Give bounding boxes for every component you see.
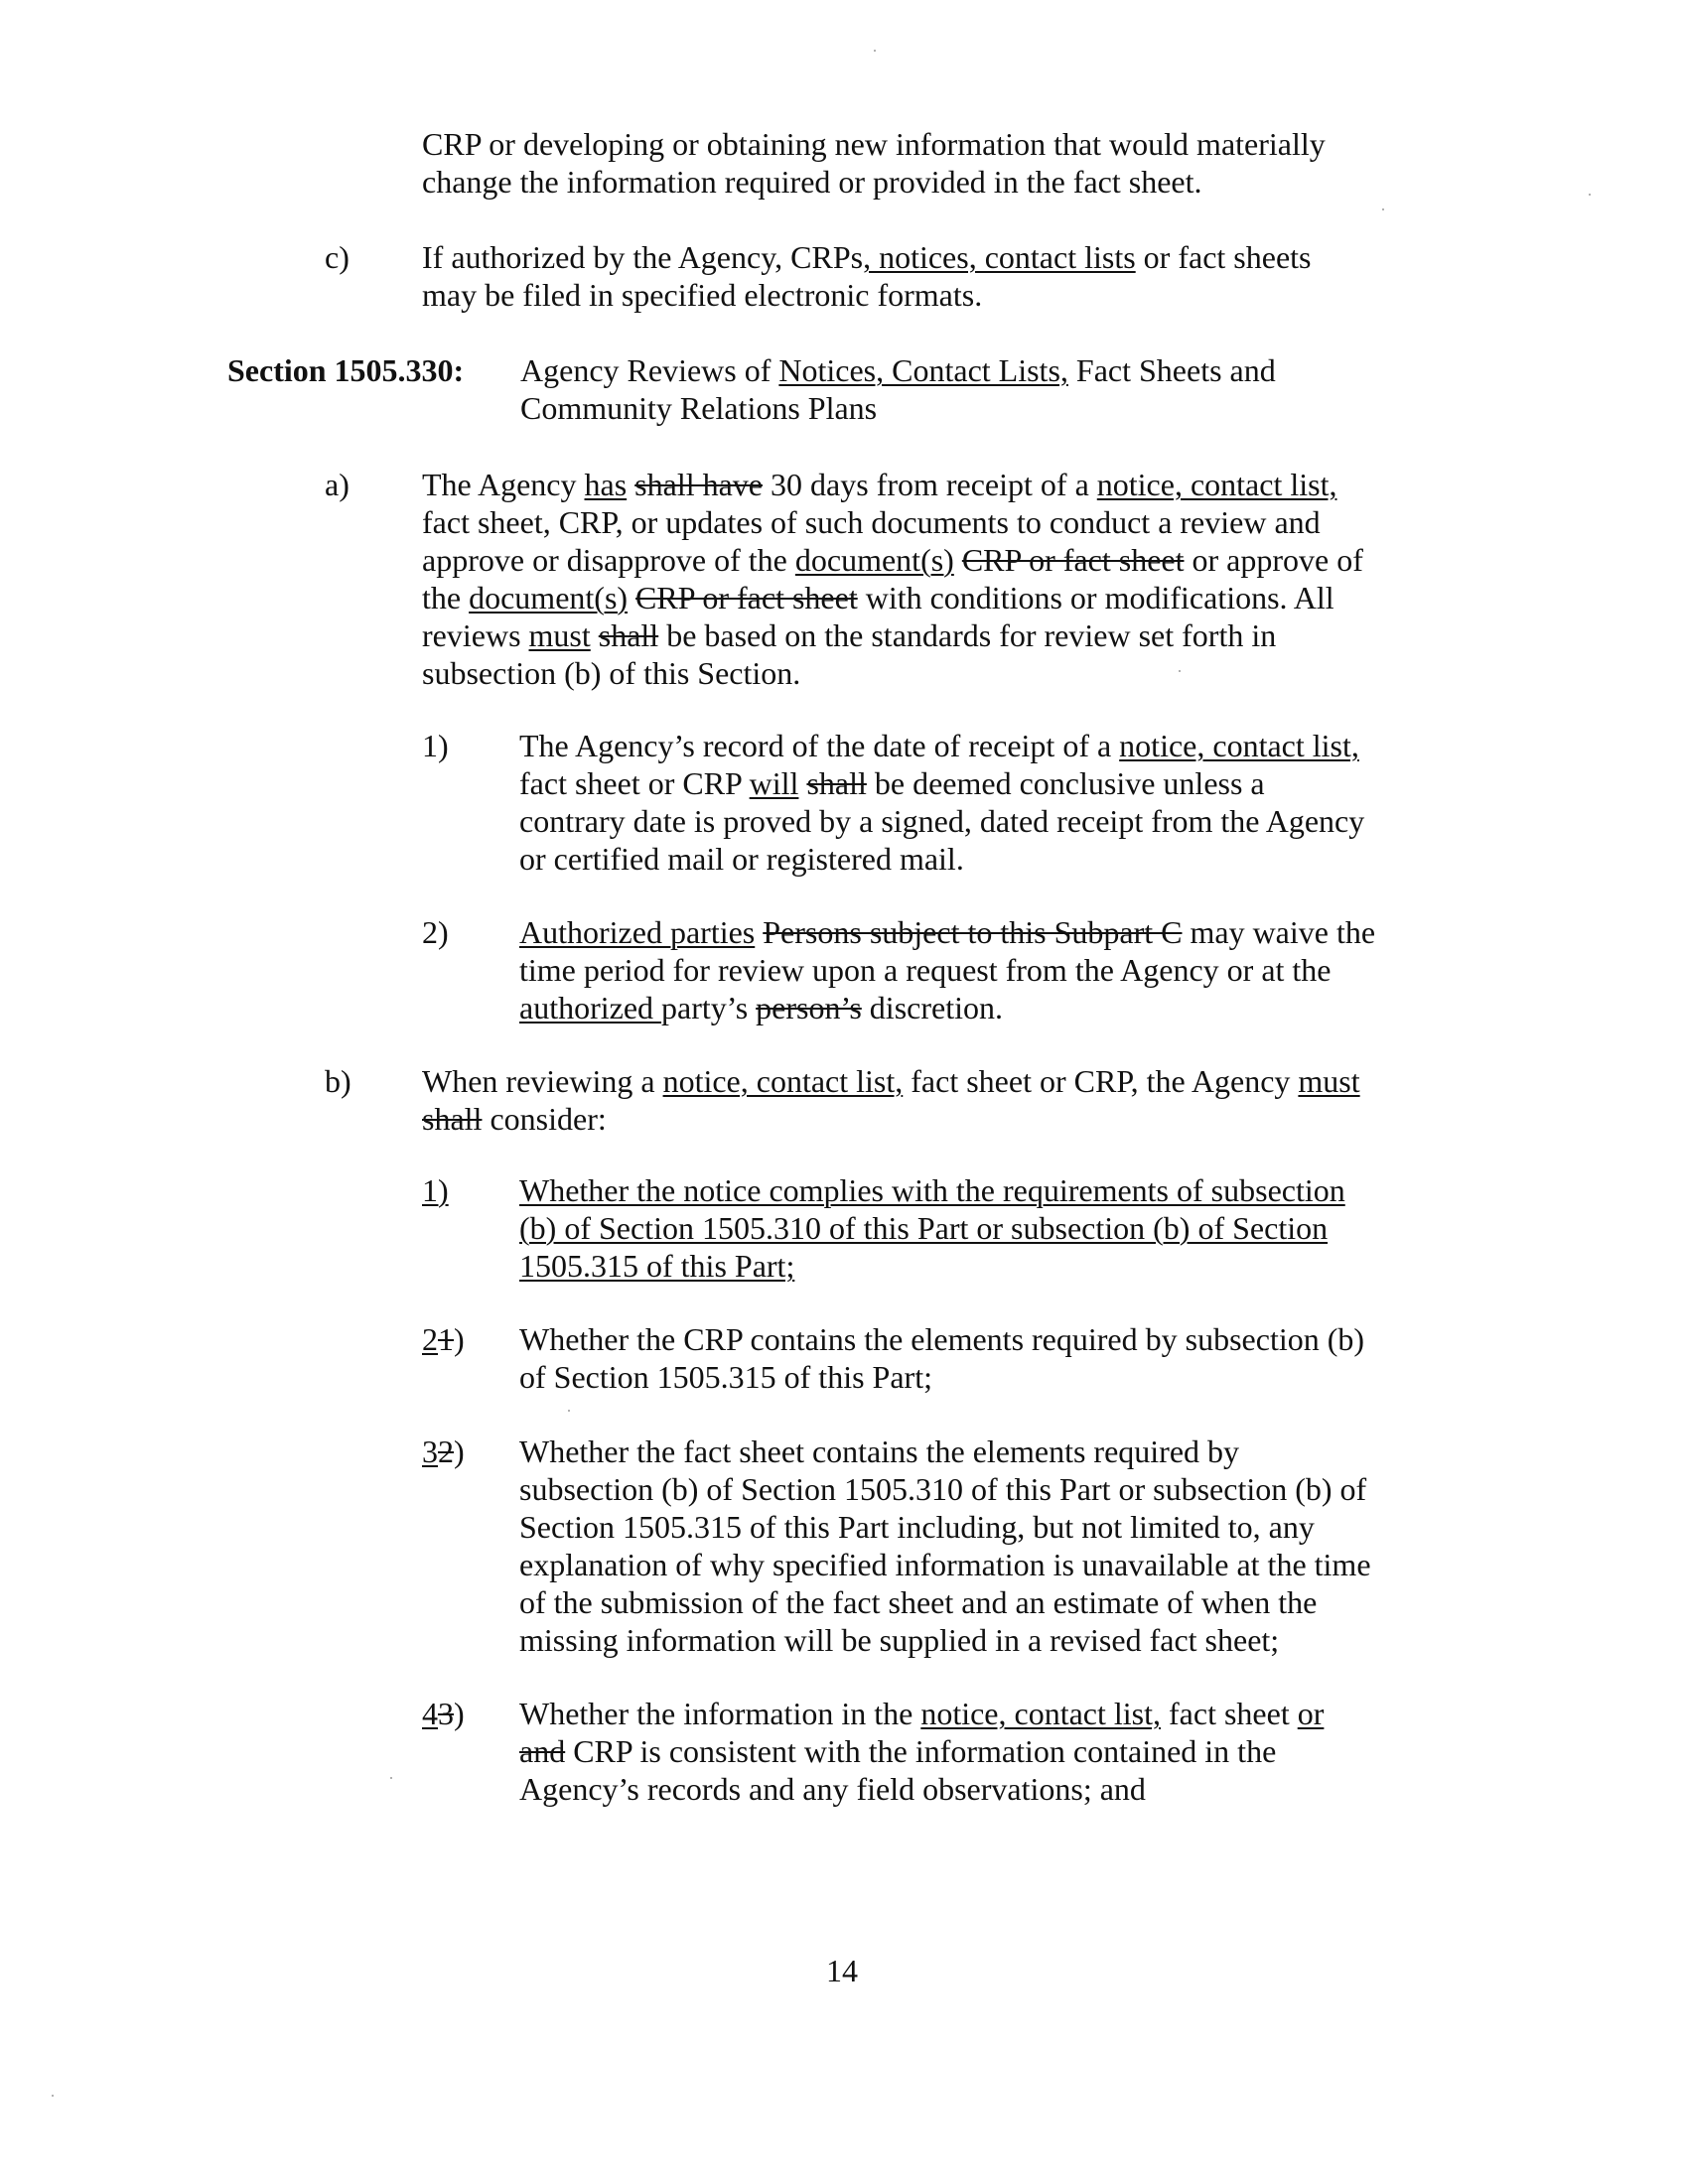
scan-speck bbox=[390, 1777, 392, 1779]
item-text bbox=[519, 1171, 1612, 1285]
section-number: Section 1505.330: bbox=[227, 352, 465, 388]
text-line: Whether the CRP contains the elements required by subsection (b) bbox=[519, 1321, 1365, 1357]
item-text bbox=[422, 238, 1514, 314]
text-line: may be filed in specified electronic formats. bbox=[422, 277, 983, 313]
scan-speck bbox=[1589, 194, 1591, 196]
item-text bbox=[519, 1320, 1612, 1396]
text-line: Community Relations Plans bbox=[520, 390, 878, 426]
text-line: The Agency has shall have 30 days from receipt of a notice, contact list, bbox=[422, 467, 1337, 502]
item-text bbox=[519, 1695, 1612, 1808]
item-text bbox=[519, 727, 1612, 878]
scan-speck bbox=[52, 2095, 54, 2097]
text-line: Agency’s records and any field observations; and bbox=[519, 1771, 1146, 1807]
item-label: b) bbox=[325, 1063, 351, 1099]
text-line: The Agency’s record of the date of receipt of a notice, contact list, bbox=[519, 728, 1359, 763]
scan-speck bbox=[568, 1410, 570, 1412]
text-line: Whether the information in the notice, contact list, fact sheet or bbox=[519, 1696, 1325, 1731]
text-line: Whether the fact sheet contains the elements required by bbox=[519, 1433, 1240, 1469]
text-line: Authorized parties Persons subject to this Subpart C may waive the bbox=[519, 914, 1376, 950]
text-line: Whether the notice complies with the requirements of subsection bbox=[519, 1172, 1345, 1208]
text-line: shall consider: bbox=[422, 1101, 607, 1137]
text-line: of the submission of the fact sheet and an estimate of when the bbox=[519, 1584, 1318, 1620]
text-line: fact sheet, CRP, or updates of such documents to conduct a review and bbox=[422, 504, 1321, 540]
text-line: and CRP is consistent with the information contained in the bbox=[519, 1733, 1277, 1769]
text-line: When reviewing a notice, contact list, fact sheet or CRP, the Agency must bbox=[422, 1063, 1360, 1099]
item-label: 1) bbox=[422, 1172, 449, 1208]
text-line: fact sheet or CRP will shall be deemed conclusive unless a bbox=[519, 765, 1265, 801]
item-label: a) bbox=[325, 467, 350, 502]
text-line: authorized party’s person’s discretion. bbox=[519, 990, 1003, 1025]
text-line: missing information will be supplied in a revised fact sheet; bbox=[519, 1622, 1280, 1658]
text-line: 1505.315 of this Part; bbox=[519, 1248, 795, 1284]
page-number: 14 bbox=[826, 1953, 858, 1988]
text-line: (b) of Section 1505.310 of this Part or subsection (b) of Section bbox=[519, 1210, 1329, 1246]
intro-line: CRP or developing or obtaining new information that would materially bbox=[422, 126, 1326, 162]
scan-speck bbox=[1382, 208, 1384, 210]
text-line: or certified mail or registered mail. bbox=[519, 841, 964, 877]
text-line: Section 1505.315 of this Part including, but not limited to, any bbox=[519, 1509, 1315, 1545]
item-text bbox=[519, 1433, 1612, 1659]
text-line: approve or disapprove of the document(s) CRP or fact sheet or approve of bbox=[422, 542, 1363, 578]
item-label: 21) bbox=[422, 1321, 465, 1357]
item-text bbox=[422, 1062, 1564, 1138]
text-line: contrary date is proved by a signed, dated receipt from the Agency bbox=[519, 803, 1365, 839]
text-line: subsection (b) of Section 1505.310 of this Part or subsection (b) of bbox=[519, 1471, 1367, 1507]
item-label: 32) bbox=[422, 1433, 465, 1469]
item-label: c) bbox=[325, 239, 350, 275]
item-label: 1) bbox=[422, 728, 449, 763]
text-line: the document(s) CRP or fact sheet with conditions or modifications. All bbox=[422, 580, 1334, 615]
text-line: Agency Reviews of Notices, Contact Lists, Fact Sheets and bbox=[520, 352, 1276, 388]
text-line: If authorized by the Agency, CRPs, notices, contact lists or fact sheets bbox=[422, 239, 1312, 275]
text-line: explanation of why specified information is unavailable at the time bbox=[519, 1547, 1371, 1582]
text-line: reviews must shall be based on the standards for review set forth in bbox=[422, 617, 1277, 653]
scan-speck bbox=[1179, 670, 1181, 672]
section-title bbox=[520, 351, 1513, 427]
text-line: of Section 1505.315 of this Part; bbox=[519, 1359, 932, 1395]
item-text bbox=[519, 913, 1612, 1026]
intro-line: change the information required or provided in the fact sheet. bbox=[422, 164, 1202, 200]
scan-speck bbox=[874, 50, 876, 52]
item-label: 43) bbox=[422, 1696, 465, 1731]
text-line: time period for review upon a request from the Agency or at the bbox=[519, 952, 1332, 988]
item-text bbox=[422, 466, 1564, 692]
intro-paragraph bbox=[422, 125, 1326, 201]
text-line: subsection (b) of this Section. bbox=[422, 655, 801, 691]
item-label: 2) bbox=[422, 914, 449, 950]
